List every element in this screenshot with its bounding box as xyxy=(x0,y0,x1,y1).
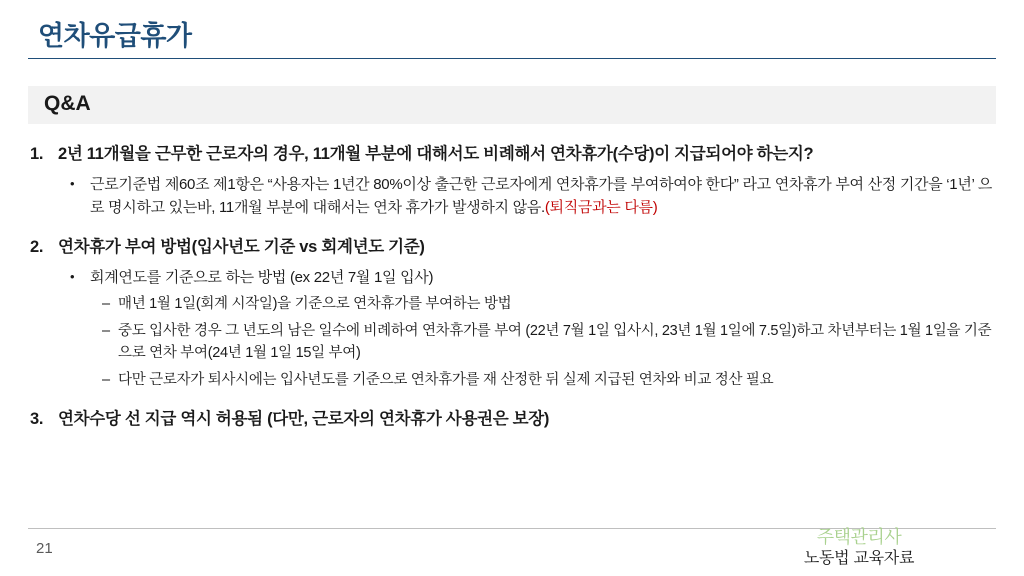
numbered-item-1-heading xyxy=(30,142,1000,167)
numbered-item-3-heading xyxy=(30,407,1000,432)
bullet-text-main: 근로기준법 제60조 제1항은 “사용자는 1년간 80%이상 출근한 근로자에게 연차휴가를 부여하여야 한다” 라고 연차휴가 부여 산정 기간을 ‘1년’ 으로 명시하고 있는바, 11개월 부분에 대해서는 연차 휴가가 발생하지 않음. xyxy=(90,175,993,216)
bullet-item xyxy=(70,173,1000,220)
numbered-item-2 xyxy=(30,235,1000,391)
spacer xyxy=(30,221,1000,235)
bullet-marker: • xyxy=(70,175,75,191)
brand-name: 주택관리사 xyxy=(816,527,902,547)
title-divider xyxy=(28,58,996,59)
numbered-item-3 xyxy=(30,407,1000,432)
spacer xyxy=(30,393,1000,407)
numbered-item-3-marker: 3. xyxy=(30,410,44,429)
brand-subtitle: 노동법 교육자료 xyxy=(803,549,915,567)
numbered-item-3-text: 연차수당 선 지급 역시 허용됨 (다만, 근로자의 연차휴가 사용권은 보장) xyxy=(58,410,550,429)
numbered-item-2-heading xyxy=(30,235,1000,260)
content-body xyxy=(30,142,1000,434)
bullet-text xyxy=(90,173,1000,220)
numbered-item-1 xyxy=(30,142,1000,219)
numbered-item-1-text: 2년 11개월을 근무한 근로자의 경우, 11개월 부분에 대해서도 비례해서 연차휴가(수당)이 지급되어야 하는지? xyxy=(58,145,814,163)
bullet-text: 회계연도를 기준으로 하는 방법 (ex 22년 7월 1일 입사) xyxy=(90,269,434,286)
numbered-item-2-text: 연차휴가 부여 방법(입사년도 기준 vs 회계년도 기준) xyxy=(58,238,425,257)
numbered-item-2-marker: 2. xyxy=(30,238,44,257)
sub-item-marker: – xyxy=(102,371,110,388)
footer-brand xyxy=(734,528,984,568)
sub-item-marker: – xyxy=(102,322,110,339)
bullet-item xyxy=(70,266,1000,289)
section-band xyxy=(28,86,996,124)
sub-item xyxy=(102,369,1000,391)
bullet-text-highlight: (퇴직금과는 다름) xyxy=(544,199,658,216)
section-label: Q&A xyxy=(44,92,91,115)
page-number: 21 xyxy=(36,540,53,557)
title-area xyxy=(0,0,1024,60)
sub-item-marker: – xyxy=(102,296,110,313)
bullet-marker: • xyxy=(70,269,75,284)
numbered-item-1-marker: 1. xyxy=(30,145,44,163)
sub-item-text: 매년 1월 1일(회계 시작일)을 기준으로 연차휴가를 부여하는 방법 xyxy=(118,296,512,313)
sub-item xyxy=(102,320,1000,365)
sub-item xyxy=(102,293,1000,315)
sub-item-text: 다만 근로자가 퇴사시에는 입사년도를 기준으로 연차휴가를 재 산정한 뒤 실제 지급된 연차와 비교 정산 필요 xyxy=(118,371,774,388)
sub-item-text: 중도 입사한 경우 그 년도의 남은 일수에 비례하여 연차휴가를 부여 (22년 7월 1일 입사시, 23년 1월 1일에 7.5일)하고 차년부터는 1월 1일을 기준으로 연차 부여(24년 1월 1일 15일 부여) xyxy=(118,322,992,362)
page-title: 연차유급휴가 xyxy=(38,21,192,51)
